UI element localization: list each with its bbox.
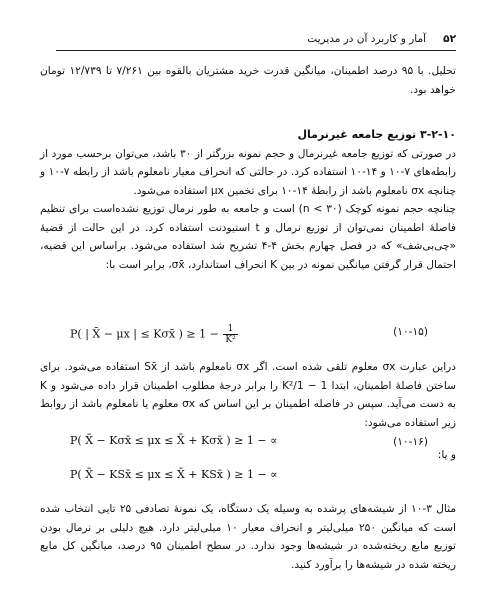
equation-label: (۱۰-۱۶) (393, 436, 428, 448)
analysis-paragraph (40, 62, 456, 99)
equation-expression: P( X̄ − KSx̄ ≤ μx ≤ X̄ + KSx̄ ) ≥ 1 − ∝ (70, 468, 278, 481)
running-title: آمار و کاربرد آن در مدیریت (307, 33, 426, 45)
equation-10-16-a (70, 432, 456, 458)
page-number: ۵۲ (443, 33, 456, 45)
or-label: و یا: (437, 449, 456, 461)
equation-10-16-b (70, 466, 456, 492)
page-header (56, 30, 456, 51)
equation-label: (۱۰-۱۵) (393, 326, 428, 338)
equation-expression (70, 324, 330, 345)
section-10-2-3 (40, 126, 456, 274)
example-10-3 (40, 500, 456, 574)
paragraph-3-block (40, 358, 456, 432)
fraction-denominator: K² (225, 335, 236, 345)
section-title: ۳-۲-۱۰ توزیع جامعه غیرنرمال (297, 128, 456, 141)
paragraph-3: دراین عبارت σx معلوم تلقی شده است. اگر σx نامعلوم باشد از Sx̄ استفاده می‌شود. برای ساختن فاصلهٔ اطمینان، ابتدا 1 − 1/K² را برابر درجهٔ مطلوب اطمینان قرار داده می‌شود و K به دست می‌آید. سپس در فاصله اطمینان بر این اساس که σx معلوم یا نامعلوم باشد از روابط زیر استفاده می‌شود: (40, 361, 456, 429)
fraction (223, 324, 237, 345)
analysis-text: تحلیل. با ۹۵ درصد اطمینان، میانگین قدرت خرید مشتریان بالقوه بین ۷/۲۶۱ تا ۱۲/۷۳۹ تومان خواهد بود. (40, 65, 456, 96)
paragraph-2: چنانچه حجم نمونه کوچک (n < ۳۰) است و جامعه به طور نرمال توزیع نشده‌است برای تنظیم فاصلهٔ اطمینان نمی‌توان از توزیع نرمال و t استیودنت استفاده کرد. در این حالت از قضیهٔ «چی‌بی‌شف» که در فصل چهارم بخش ۴-۴ تشریح شد استفاده می‌شود. براساس این قضیه، احتمال قرار گرفتن میانگین نمونه در بین K انحراف استاندارد، σx̄، برابر است با: (40, 203, 456, 271)
example-text: مثال ۳-۱۰ از شیشه‌های پرشده به وسیله یک دستگاه، یک نمونهٔ تصادفی ۲۵ تایی انتخاب شده است که میانگین ۲۵۰ میلی‌لیتر و انحراف معیار ۱۰ میلی‌لیتر دارد. هیچ دلیلی بر نرمال بودن توزیع مایع ریخته‌شده در شیشه‌ها وجود ندارد. در سطح اطمینان ۹۵ درصد، میانگین کل مایع ریخته شده در شیشه‌ها را برآورد کنید. (40, 503, 457, 571)
paragraph-1: در صورتی که توزیع جامعه غیرنرمال و حجم نمونه بزرگتر از ۳۰ باشد، می‌توان برحسب مورد از رابطه‌های ۷-۱۰ و ۱۴-۱۰ استفاده کرد. در حالتی که انحراف معیار نامعلوم باشد از رابطه ۷-۱۰ و چنانچه σx نامعلوم باشد از رابطهٔ ۱۴-۱۰ برای تخمین μx استفاده می‌شود. (40, 147, 456, 197)
fraction-numerator: 1 (223, 324, 237, 335)
equation-10-15 (70, 322, 456, 348)
equation-expression: P( X̄ − Kσx̄ ≤ μx ≤ X̄ + Kσx̄ ) ≥ 1 − ∝ (70, 434, 278, 447)
equation-left: P( | X̄ − μx | ≤ Kσx̄ ) ≥ 1 − (70, 327, 219, 341)
